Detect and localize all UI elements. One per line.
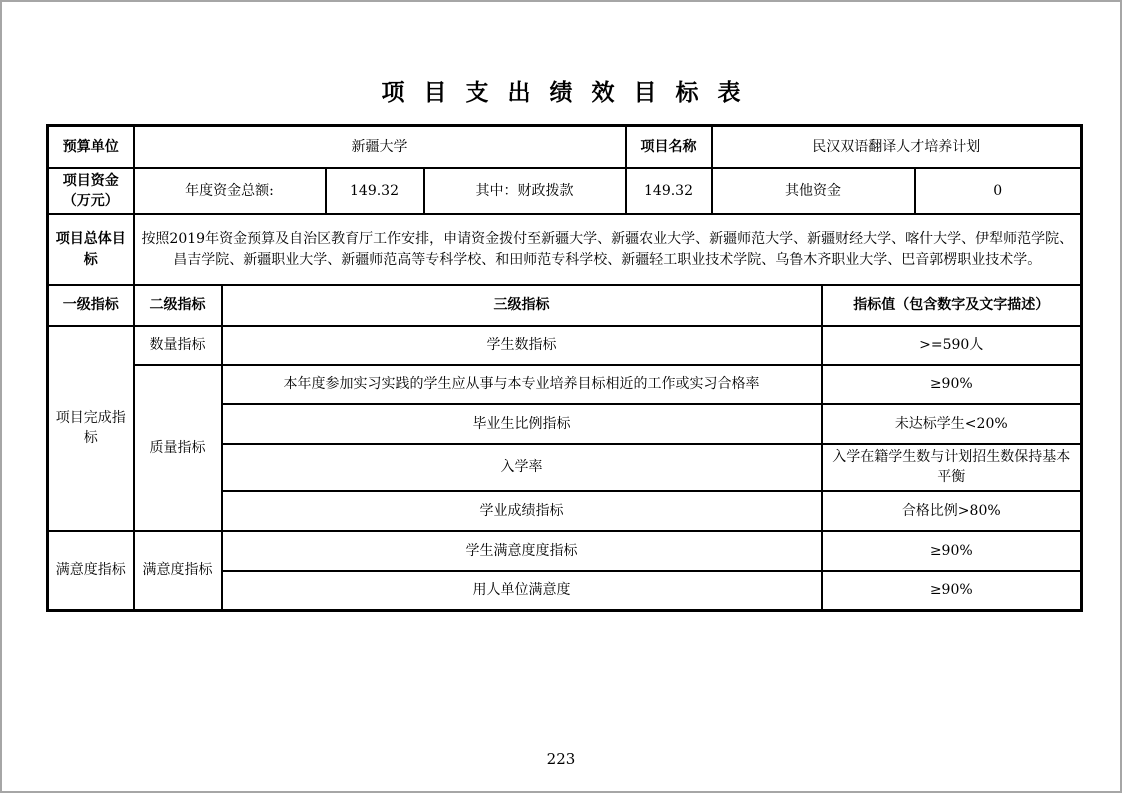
budget-unit-label: 预算单位 <box>48 126 134 168</box>
table-row <box>48 326 1082 365</box>
table-row <box>48 531 1082 571</box>
page-number: 223 <box>546 750 576 768</box>
header-level1: 一级指标 <box>48 285 134 326</box>
header-indicator-value: 指标值（包含数字及文字描述） <box>822 285 1082 326</box>
indicator-header-row <box>48 285 1082 326</box>
overall-goal-text: 按照2019年资金预算及自治区教育厅工作安排，申请资金拨付至新疆大学、新疆农业大学、新疆师范大学、新疆财经大学、喀什大学、伊犁师范学院、昌吉学院、新疆职业大学、新疆师范高等专科学校、和田师范专科学校、新疆轻工职业技术学院、乌鲁木齐职业大学、巴音郭楞职业技术学。 <box>134 214 1082 285</box>
other-funds-value: 0 <box>915 168 1082 215</box>
project-name-label: 项目名称 <box>626 126 712 168</box>
level1-group-satisfaction: 满意度指标 <box>48 531 134 611</box>
level3-indicator: 入学率 <box>222 444 822 491</box>
header-level2: 二级指标 <box>134 285 222 326</box>
indicator-value: 未达标学生<20% <box>822 404 1082 444</box>
indicator-value: ≥90% <box>822 531 1082 571</box>
level2-satisfaction: 满意度指标 <box>134 531 222 611</box>
indicator-value: 入学在籍学生数与计划招生数保持基本平衡 <box>822 444 1082 491</box>
indicator-value: ≥90% <box>822 365 1082 404</box>
performance-target-table <box>46 124 1083 612</box>
other-funds-label: 其他资金 <box>712 168 915 215</box>
overall-goal-label: 项目总体目标 <box>48 214 134 285</box>
fiscal-allocation-value: 149.32 <box>626 168 712 215</box>
level3-indicator: 本年度参加实习实践的学生应从事与本专业培养目标相近的工作或实习合格率 <box>222 365 822 404</box>
level2-quality: 质量指标 <box>134 365 222 531</box>
level1-group-completion: 项目完成指标 <box>48 326 134 531</box>
budget-unit-value: 新疆大学 <box>134 126 626 168</box>
indicator-value: 合格比例>80% <box>822 491 1082 531</box>
indicator-value: >=590人 <box>822 326 1082 365</box>
funding-label: 项目资金（万元） <box>48 168 134 215</box>
level3-indicator: 用人单位满意度 <box>222 571 822 611</box>
annual-total-value: 149.32 <box>326 168 424 215</box>
annual-total-label: 年度资金总额: <box>134 168 326 215</box>
level3-indicator: 毕业生比例指标 <box>222 404 822 444</box>
level3-indicator: 学生数指标 <box>222 326 822 365</box>
level2-quantity: 数量指标 <box>134 326 222 365</box>
indicator-value: ≥90% <box>822 571 1082 611</box>
level3-indicator: 学业成绩指标 <box>222 491 822 531</box>
project-name-value: 民汉双语翻译人才培养计划 <box>712 126 1082 168</box>
level3-indicator: 学生满意度度指标 <box>222 531 822 571</box>
table-row <box>48 365 1082 404</box>
header-level3: 三级指标 <box>222 285 822 326</box>
info-row-1 <box>48 126 1082 168</box>
overall-goal-row <box>48 214 1082 285</box>
fiscal-allocation-label: 其中：财政拨款 <box>424 168 626 215</box>
page-title: 项目支出绩效目标表 <box>381 79 760 106</box>
info-row-2 <box>48 168 1082 215</box>
